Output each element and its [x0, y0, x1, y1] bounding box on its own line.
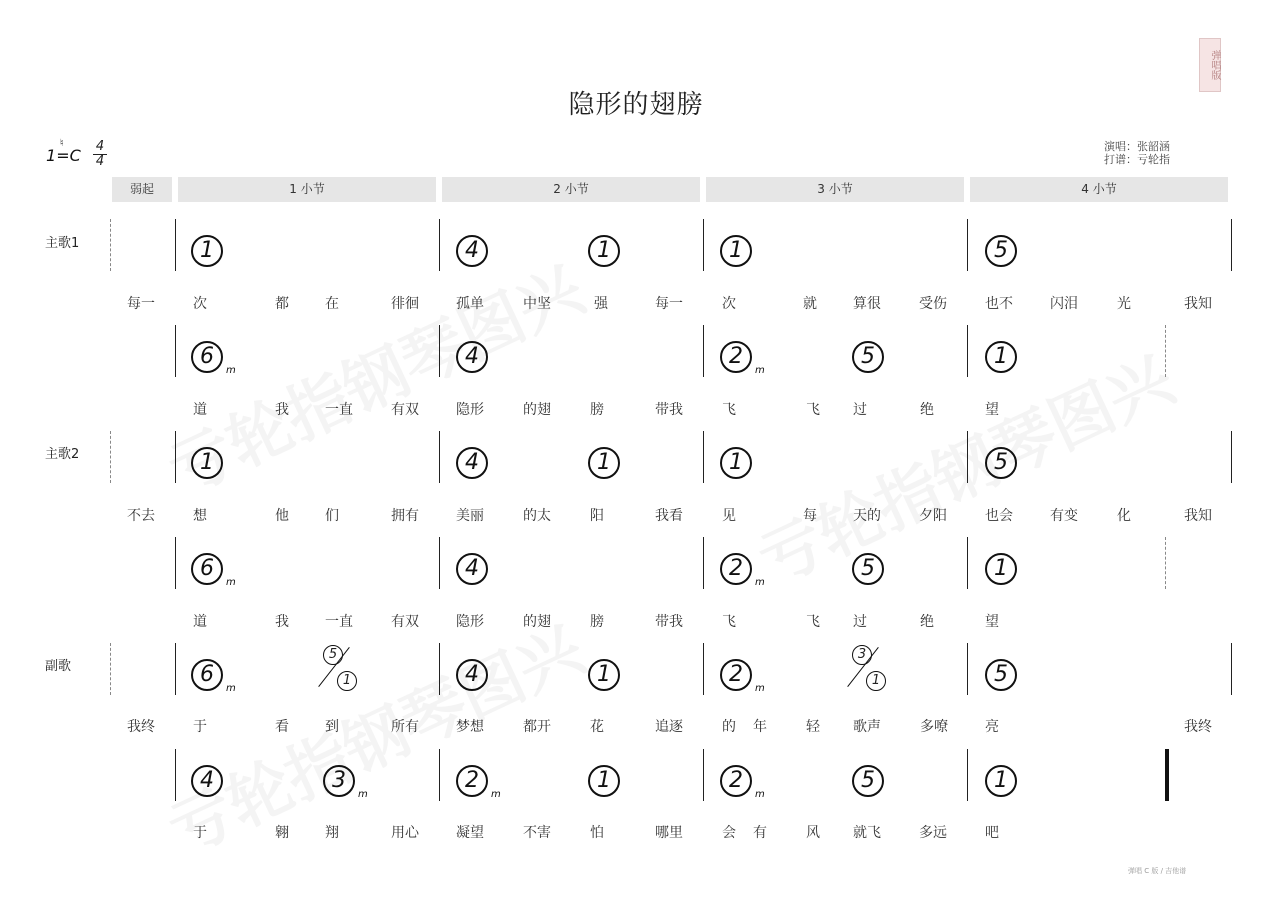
lyric-syllable: 多嘹: [920, 719, 948, 735]
lyric-syllable: 次: [193, 296, 207, 312]
lyric-syllable: 看: [275, 719, 289, 735]
chord-quality: m: [226, 365, 236, 376]
lyric-syllable: 我知: [1184, 508, 1212, 524]
credits: [1104, 140, 1170, 166]
chord-symbol: 2: [720, 765, 752, 797]
lyric-syllable: 年: [753, 719, 767, 735]
barline: [967, 643, 968, 695]
barline: [967, 749, 968, 801]
lyric-syllable: 飞: [722, 614, 736, 630]
section-label-verse2: 主歌2: [45, 447, 80, 462]
lyric-syllable: 轻: [806, 719, 820, 735]
lyric-syllable: 用心: [391, 825, 419, 841]
lyric-syllable: 翔: [325, 825, 339, 841]
lyric-syllable: 就飞: [853, 825, 881, 841]
chord-symbol: 1: [720, 447, 752, 479]
chord-symbol: 5: [852, 765, 884, 797]
lyric-syllable: 受伤: [919, 296, 947, 312]
lyric-syllable: 于: [193, 719, 207, 735]
lyric-syllable: 每一: [655, 296, 683, 312]
pickup-barline: [110, 431, 111, 483]
lyric-syllable: 于: [193, 825, 207, 841]
time-signature: [93, 140, 107, 169]
lyric-syllable: 也会: [985, 508, 1013, 524]
chord-upper: 5: [323, 645, 343, 665]
lyric-syllable: 隐形: [456, 614, 484, 630]
lyric-syllable: 带我: [655, 402, 683, 418]
arranger-credit: 打谱：亏轮指: [1104, 153, 1170, 166]
pickup-barline: [110, 643, 111, 695]
chord-symbol: 4: [456, 447, 488, 479]
barline: [703, 219, 704, 271]
lyric-syllable: 过: [853, 402, 867, 418]
barline: [175, 537, 176, 589]
lyric-syllable: 我: [275, 614, 289, 630]
chord-symbol: 4: [456, 235, 488, 267]
chord-quality: m: [491, 789, 501, 800]
barline: [1231, 643, 1232, 695]
lyric-syllable: 化: [1117, 508, 1131, 524]
lyric-syllable: 多远: [919, 825, 947, 841]
chord-symbol: 4: [456, 553, 488, 585]
final-barline: [1165, 749, 1169, 801]
lyric-syllable: 梦想: [456, 719, 484, 735]
lyric-syllable: 道: [193, 402, 207, 418]
lyric-syllable: 都: [275, 296, 289, 312]
barline: [175, 325, 176, 377]
lyric-syllable: 我终: [1184, 719, 1212, 735]
lyric-syllable: 光: [1117, 296, 1131, 312]
pickup-barline: [110, 219, 111, 271]
lyric-syllable: 拥有: [391, 508, 419, 524]
barline: [967, 325, 968, 377]
lyric-syllable: 翱: [275, 825, 289, 841]
repeat-barline: [1165, 537, 1166, 589]
chord-symbol: 2: [456, 765, 488, 797]
lyric-syllable: 天的: [853, 508, 881, 524]
lyric-syllable: 夕阳: [919, 508, 947, 524]
chord-symbol: 1: [191, 235, 223, 267]
chord-quality: m: [358, 789, 368, 800]
chord-symbol: 4: [456, 341, 488, 373]
chord-quality: m: [226, 683, 236, 694]
lyric-syllable: 怕: [590, 825, 604, 841]
lyric-syllable: 吧: [985, 825, 999, 841]
barline: [439, 325, 440, 377]
chord-symbol: 6: [191, 341, 223, 373]
header-measure-3: 3 小节: [706, 177, 964, 202]
chord-symbol: 1: [588, 235, 620, 267]
lyric-syllable: 膀: [590, 614, 604, 630]
lyric-syllable: 的太: [523, 508, 551, 524]
barline: [703, 749, 704, 801]
chord-symbol: 3: [323, 765, 355, 797]
lyric-syllable: 飞: [806, 402, 820, 418]
lyric-syllable: 望: [985, 614, 999, 630]
chord-lower: 1: [866, 671, 886, 691]
lyric-syllable: 有双: [391, 402, 419, 418]
lyric-syllable: 见: [722, 508, 736, 524]
lyric-syllable: 风: [806, 825, 820, 841]
chord-lower: 1: [337, 671, 357, 691]
barline: [967, 219, 968, 271]
singer-credit: 演唱：张韶涵: [1104, 140, 1170, 153]
lyric-syllable: 次: [722, 296, 736, 312]
barline: [967, 537, 968, 589]
chord-symbol: 1: [985, 765, 1017, 797]
barline: [439, 643, 440, 695]
chord-quality: m: [755, 365, 765, 376]
lyric-syllable: 的翅: [523, 614, 551, 630]
barline: [967, 431, 968, 483]
barline: [175, 749, 176, 801]
header-measure-4: 4 小节: [970, 177, 1228, 202]
header-measure-1: 1 小节: [178, 177, 436, 202]
lyric-syllable: 美丽: [456, 508, 484, 524]
lyric-syllable: 徘徊: [391, 296, 419, 312]
chord-symbol: 1: [985, 553, 1017, 585]
lyric-syllable: 到: [325, 719, 339, 735]
chord-upper: 3: [852, 645, 872, 665]
watermark: [742, 330, 1187, 603]
lyric-syllable: 不害: [523, 825, 551, 841]
lyric-syllable: 我: [275, 402, 289, 418]
lyric-syllable: 我知: [1184, 296, 1212, 312]
lyric-syllable: 一直: [325, 614, 353, 630]
lyric-syllable: 飞: [806, 614, 820, 630]
lyric-syllable: 凝望: [456, 825, 484, 841]
key-tonic: 1: [46, 146, 57, 165]
lyric-syllable: 中坚: [523, 296, 551, 312]
barline: [1231, 431, 1232, 483]
song-title: 隐形的翅膀: [568, 90, 704, 120]
chord-quality: m: [226, 577, 236, 588]
section-label-chorus: 副歌: [45, 659, 72, 674]
barline: [439, 431, 440, 483]
lyric-syllable: 会: [722, 825, 736, 841]
lyric-syllable: 歌声: [853, 719, 881, 735]
chord-symbol: 4: [456, 659, 488, 691]
lyric-syllable: 有: [753, 825, 767, 841]
barline: [703, 431, 704, 483]
lyric-syllable: 们: [325, 508, 339, 524]
chord-symbol: 1: [588, 765, 620, 797]
lyric-syllable: 有双: [391, 614, 419, 630]
lyric-syllable: 有变: [1050, 508, 1078, 524]
barline: [175, 643, 176, 695]
lyric-syllable: 亮: [985, 719, 999, 735]
chord-symbol: 2: [720, 659, 752, 691]
lyric-syllable: 想: [193, 508, 207, 524]
lyric-syllable: 道: [193, 614, 207, 630]
lyric-syllable: 望: [985, 402, 999, 418]
lyric-syllable: 算很: [853, 296, 881, 312]
header-pickup: 弱起: [112, 177, 172, 202]
lyric-syllable: 膀: [590, 402, 604, 418]
lyric-syllable: 就: [803, 296, 817, 312]
chord-symbol: 1: [588, 447, 620, 479]
barline: [439, 219, 440, 271]
chord-symbol: 1: [720, 235, 752, 267]
lyric-syllable: 每: [803, 508, 817, 524]
lyric-syllable: 都开: [523, 719, 551, 735]
lyric-syllable: 他: [275, 508, 289, 524]
key-signature: [46, 138, 81, 165]
lyric-syllable: 阳: [590, 508, 604, 524]
repeat-barline: [1165, 325, 1166, 377]
chord-symbol: 2: [720, 553, 752, 585]
chord-symbol: 4: [191, 765, 223, 797]
lyric-syllable: 绝: [920, 614, 934, 630]
barline: [703, 325, 704, 377]
section-label-verse1: 主歌1: [45, 236, 80, 251]
chord-symbol: 5: [985, 447, 1017, 479]
barline: [175, 431, 176, 483]
version-stamp: 弹唱版: [1199, 38, 1221, 92]
barline: [703, 643, 704, 695]
lyric-syllable: 过: [853, 614, 867, 630]
lyric-syllable: 飞: [722, 402, 736, 418]
lyric-syllable: 也不: [985, 296, 1013, 312]
chord-symbol: 5: [852, 341, 884, 373]
chord-symbol: 5: [985, 235, 1017, 267]
barline: [439, 749, 440, 801]
lyric-syllable: 闪泪: [1050, 296, 1078, 312]
chord-quality: m: [755, 577, 765, 588]
lyric-syllable: 追逐: [655, 719, 683, 735]
key-equals: =C: [56, 146, 81, 165]
barline: [1231, 219, 1232, 271]
lyric-syllable: 孤单: [456, 296, 484, 312]
lyric-syllable: 一直: [325, 402, 353, 418]
lyric-syllable: 绝: [920, 402, 934, 418]
header-measure-2: 2 小节: [442, 177, 700, 202]
lyric-syllable: 所有: [391, 719, 419, 735]
meter-bottom: 4: [93, 154, 107, 169]
chord-symbol: 1: [191, 447, 223, 479]
meter-top: 4: [95, 139, 105, 154]
lyric-syllable: 的翅: [523, 402, 551, 418]
lyric-syllable: 我终: [127, 719, 155, 735]
lyric-syllable: 我看: [655, 508, 683, 524]
chord-quality: m: [755, 789, 765, 800]
chord-symbol: 6: [191, 553, 223, 585]
lyric-syllable: 不去: [127, 508, 155, 524]
chord-symbol: 2: [720, 341, 752, 373]
lyric-syllable: 带我: [655, 614, 683, 630]
lyric-syllable: 花: [590, 719, 604, 735]
chord-symbol: 5: [852, 553, 884, 585]
chord-symbol: 5: [985, 659, 1017, 691]
barline: [439, 537, 440, 589]
lyric-syllable: 隐形: [456, 402, 484, 418]
chord-symbol: 1: [985, 341, 1017, 373]
lyric-syllable: 每一: [127, 296, 155, 312]
chord-symbol: 6: [191, 659, 223, 691]
lyric-syllable: 哪里: [655, 825, 683, 841]
barline: [175, 219, 176, 271]
chord-quality: m: [755, 683, 765, 694]
key-accidental: ♮: [60, 138, 64, 149]
lyric-syllable: 在: [325, 296, 339, 312]
footer-note: 弹唱 C 版 / 吉他谱: [1128, 867, 1187, 875]
lyric-syllable: 强: [594, 296, 608, 312]
lyric-syllable: 的: [722, 719, 736, 735]
barline: [703, 537, 704, 589]
chord-symbol: 1: [588, 659, 620, 691]
